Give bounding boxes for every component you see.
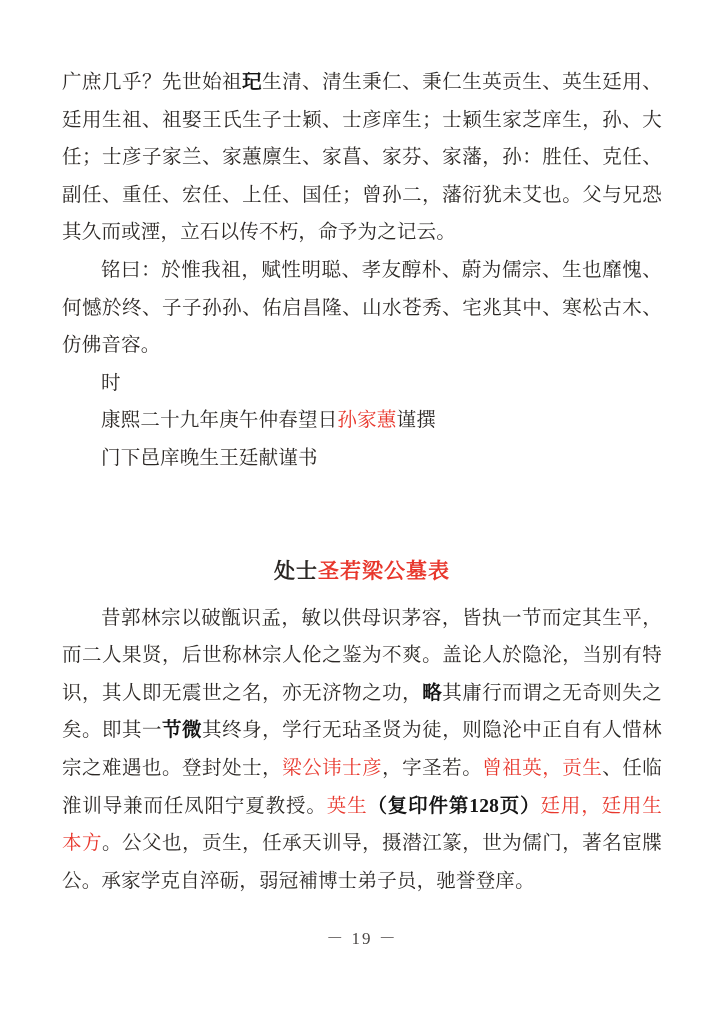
body-red-tingyong-benfang: 廷用，廷用生本方 xyxy=(62,795,662,855)
body-bold-jiewei: 节微 xyxy=(162,720,203,742)
page-number: － 19 － xyxy=(326,929,398,948)
body-bold-copy-note: （复印件第128页） xyxy=(367,795,541,817)
signature-date-line xyxy=(62,402,662,440)
genealogy-text-part-1: 广庶几乎？先世始祖 xyxy=(62,72,243,93)
body-segment-3: 其庸行而谓之无奇则失之矣。即其一 xyxy=(62,682,663,742)
body-red-name-liangshiyan: 梁公讳士彦 xyxy=(282,757,383,779)
body-segment-1: 昔郭林宗以破甑识孟，敏以供母识茅容，皆执一节而定其生平，而二人果贤，后世称林宗人伦之鉴为不爽。盖论人於隐沦，当别有特识，其人即无震世之名，亦无济物之功， xyxy=(62,607,662,704)
body-segment-5: 其终身，学行无玷圣贤为徒，则隐沦中正自有人惜林宗之难遇也。登封处士， xyxy=(62,720,662,779)
page-title-prefix: 处士 xyxy=(274,558,318,583)
body-segment-13: 。公父也，贡生，任承天训导，摄潜江篆，世为儒门，著名宦牒公。承家学克自淬砺，弱冠補博士弟子员，驰誉登庠。 xyxy=(62,833,662,892)
signature-author-name: 孙家蕙 xyxy=(337,410,397,432)
body-segment-9: 、任临淮训导兼而任凤阳宁夏教授。 xyxy=(62,757,662,817)
time-marker: 时 xyxy=(101,372,121,394)
signature-date-prefix: 康熙二十九年庚午仲春望日 xyxy=(101,410,338,432)
body-segment-7: ，字圣若。 xyxy=(382,757,483,779)
signature-writer-line: 门下邑庠晚生王廷献谨书 xyxy=(101,447,318,469)
body-bold-lue: 略 xyxy=(422,682,443,704)
memorial-body-paragraph xyxy=(62,600,662,901)
genealogy-text-part-3: 生清、清生秉仁、秉仁生英贡生、英生廷用、廷用生祖、祖娶王氏生子士颖、士彦庠生；士颖生家芝庠生，孙、大任；士彦子家兰、家蕙廪生、家菖、家芬、家藩，孙：胜任、克任、副任、重任、宏任、上任、国任；曾孙二，藩衍犹未艾也。父与兄恐其久而或湮，立石以传不朽，命予为之记云。 xyxy=(62,72,662,244)
genealogy-bold-character: 玘 xyxy=(242,72,263,93)
section-spacer xyxy=(62,478,662,554)
title-spacer xyxy=(62,588,662,600)
body-red-ancestor-ying: 曾祖英，贡生 xyxy=(482,757,603,779)
body-red-yingsheng: 英生 xyxy=(326,795,368,817)
page-title-main: 圣若梁公墓表 xyxy=(318,558,450,583)
inscription-paragraph: 铭曰：於惟我祖，赋性明聪、孝友醇朴、蔚为儒宗、生也靡愧、何憾於终、子子孙孙、佑启昌隆、山水苍秀、宅兆其中、寒松古木、仿佛音容。 xyxy=(62,259,662,357)
document-body xyxy=(62,64,662,900)
page-title xyxy=(62,554,662,588)
signature-date-suffix: 谨撰 xyxy=(396,410,436,432)
genealogy-paragraph xyxy=(62,64,662,252)
